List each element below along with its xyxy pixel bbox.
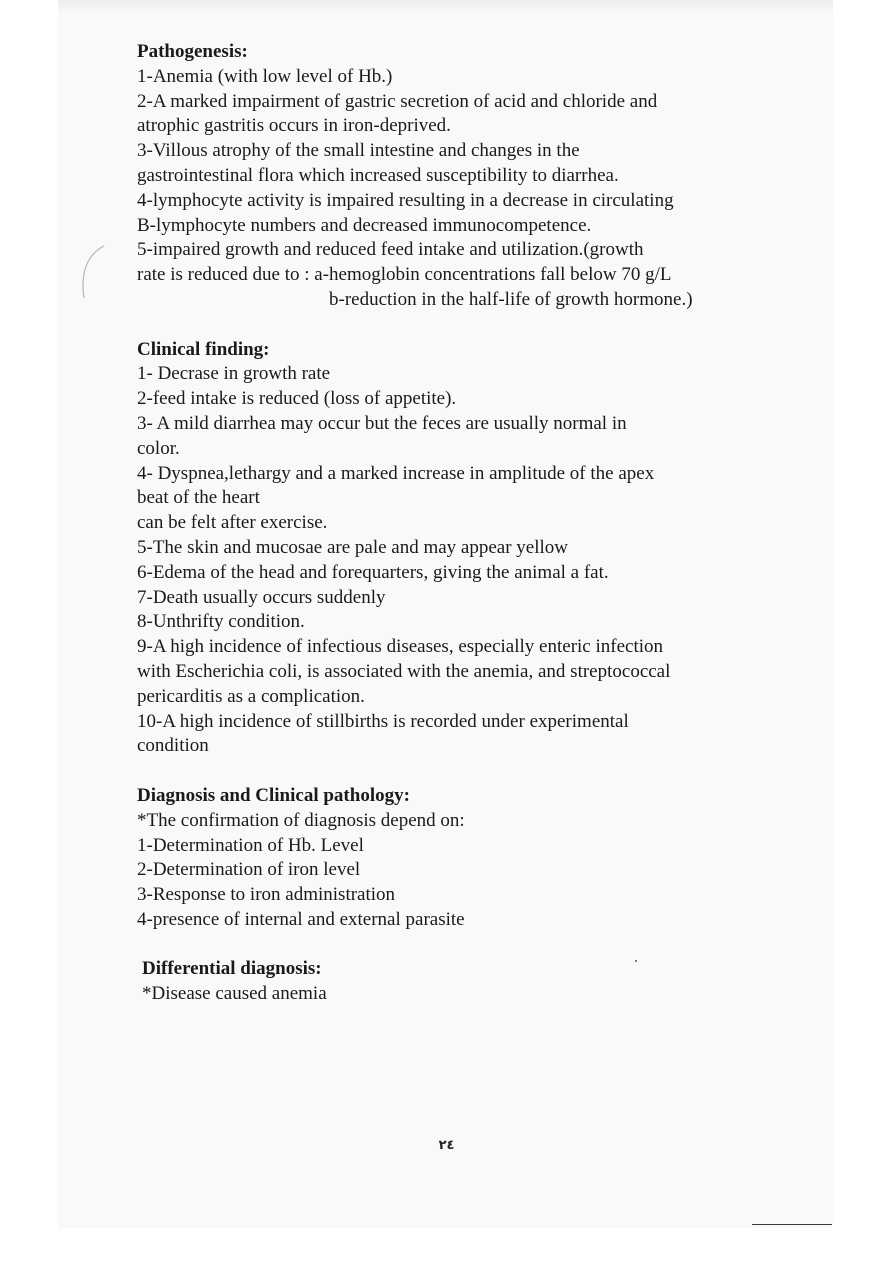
pathogenesis-section (137, 40, 747, 313)
pathogenesis-line: gastrointestinal flora which increased susceptibility to diarrhea. (137, 164, 619, 186)
clinical-finding-line: 1- Decrase in growth rate (137, 363, 331, 385)
page-number: ٢٤ (438, 1138, 455, 1153)
clinical-finding-line: 2-feed intake is reduced (loss of appetite). (137, 388, 457, 410)
clinical-finding-section (137, 338, 747, 760)
clinical-finding-line: color. (137, 437, 180, 459)
pathogenesis-line: b-reduction in the half-life of growth hormone.) (329, 288, 693, 310)
clinical-finding-line: 5-The skin and mucosae are pale and may appear yellow (137, 536, 569, 558)
diagnosis-line: 3-Response to iron administration (137, 884, 396, 906)
scan-top-shadow (58, 0, 833, 14)
section-gap (137, 759, 747, 784)
pathogenesis-line: atrophic gastritis occurs in iron-deprived. (137, 115, 451, 137)
pathogenesis-line: 5-impaired growth and reduced feed intake and utilization.(growth (137, 239, 644, 261)
clinical-finding-line: 10-A high incidence of stillbirths is recorded under experimental (137, 710, 629, 732)
diagnosis-line: *The confirmation of diagnosis depend on: (137, 809, 465, 831)
clinical-finding-line: 3- A mild diarrhea may occur but the feces are usually normal in (137, 412, 627, 434)
pathogenesis-line: 3-Villous atrophy of the small intestine and changes in the (137, 140, 580, 162)
clinical-finding-line: pericarditis as a complication. (137, 685, 365, 707)
diagnosis-line: 4-presence of internal and external parasite (137, 908, 465, 930)
diagnosis-line: 1-Determination of Hb. Level (137, 834, 364, 856)
clinical-finding-heading: Clinical finding: (137, 338, 270, 360)
differential-diagnosis-line: *Disease caused anemia (142, 983, 327, 1005)
clinical-finding-line: 7-Death usually occurs suddenly (137, 586, 386, 608)
clinical-finding-line: 4- Dyspnea,lethargy and a marked increase in amplitude of the apex (137, 462, 655, 484)
section-gap (137, 313, 747, 338)
pathogenesis-line: 2-A marked impairment of gastric secretion of acid and chloride and (137, 90, 658, 112)
pathogenesis-heading: Pathogenesis: (137, 41, 248, 62)
clinical-finding-line: can be felt after exercise. (137, 512, 328, 534)
pathogenesis-line: B-lymphocyte numbers and decreased immunocompetence. (137, 214, 592, 236)
diagnosis-heading: Diagnosis and Clinical pathology: (137, 784, 410, 806)
document-body (137, 40, 747, 1007)
diagnosis-section (137, 784, 747, 933)
pathogenesis-line: 1-Anemia (with low level of Hb.) (137, 65, 393, 87)
differential-diagnosis-section (137, 957, 747, 1007)
clinical-finding-line: 6-Edema of the head and forequarters, giving the animal a fat. (137, 561, 609, 583)
clinical-finding-line: 8-Unthrifty condition. (137, 611, 305, 633)
clinical-finding-line: with Escherichia coli, is associated with the anemia, and streptococcal (137, 660, 671, 682)
pathogenesis-line: rate is reduced due to : a-hemoglobin concentrations fall below 70 g/L (137, 264, 672, 286)
margin-mark (78, 244, 108, 300)
clinical-finding-line: beat of the heart (137, 487, 260, 509)
clinical-finding-line: 9-A high incidence of infectious diseases, especially enteric infection (137, 636, 664, 658)
section-gap (137, 933, 747, 958)
bottom-rule (752, 1224, 832, 1225)
diagnosis-line: 2-Determination of iron level (137, 859, 361, 881)
differential-diagnosis-heading: Differential diagnosis: (142, 958, 322, 980)
pathogenesis-line: 4-lymphocyte activity is impaired resulting in a decrease in circulating (137, 189, 674, 211)
clinical-finding-line: condition (137, 735, 209, 757)
